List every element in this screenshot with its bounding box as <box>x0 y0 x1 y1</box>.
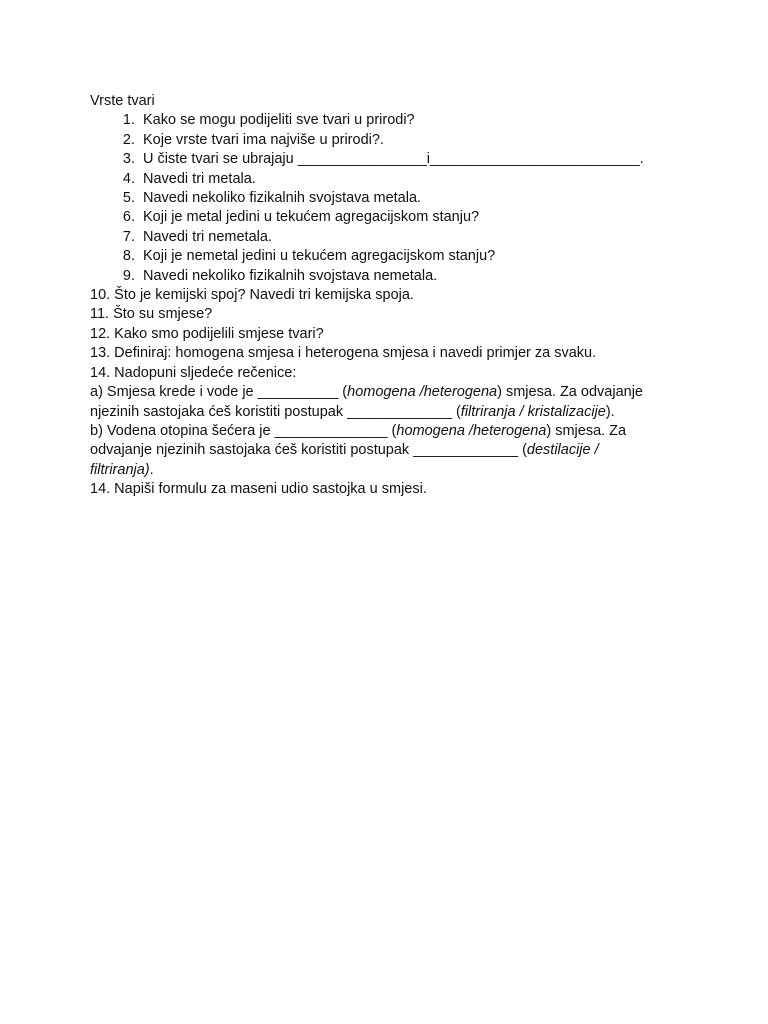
question-number: 10. <box>90 287 111 304</box>
question-number: 3. <box>122 151 135 168</box>
question-text: U čiste tvari se ubrajaju ________________i__________________________. <box>143 151 644 168</box>
question-number: 7. <box>122 228 135 245</box>
question-4 <box>90 170 690 189</box>
sentence-a-middle: ) smjesa. Za odvajanje <box>497 384 643 401</box>
sentence-a-option-1: homogena /heterogena <box>347 384 498 401</box>
sentence-a-line-1 <box>90 383 690 402</box>
question-7 <box>90 228 690 247</box>
sentence-b-option-2-part-1: destilacije / <box>526 442 599 459</box>
question-text: Što je kemijski spoj? Navedi tri kemijska spoja. <box>114 287 414 304</box>
question-number: 1. <box>122 112 135 129</box>
question-text: Navedi tri metala. <box>143 170 256 187</box>
question-12 <box>90 325 690 344</box>
sentence-b-prefix: b) Vodena otopina šećera je ______________ ( <box>90 422 397 439</box>
sentence-a-line-2 <box>90 403 690 422</box>
question-text: Koji je metal jedini u tekućem agregacijskom stanju? <box>143 209 480 226</box>
question-10 <box>90 286 690 305</box>
question-text: Navedi nekoliko fizikalnih svojstava metala. <box>143 190 422 207</box>
sentence-b-line-3 <box>90 461 690 480</box>
question-number: 13. <box>90 345 111 362</box>
question-1 <box>90 111 690 130</box>
sentence-a-line2-prefix: njezinih sastojaka ćeš koristiti postupak _____________ ( <box>90 403 461 420</box>
question-number: 4. <box>122 170 135 187</box>
worksheet-title: Vrste tvari <box>90 93 155 109</box>
question-11 <box>90 305 690 324</box>
question-number: 11. <box>90 306 110 323</box>
question-5 <box>90 189 690 208</box>
question-9 <box>90 267 690 286</box>
question-text: Nadopuni sljedeće rečenice: <box>114 364 297 381</box>
sentence-b-option-1: homogena /heterogena <box>396 422 547 439</box>
question-3 <box>90 150 690 169</box>
sentence-b-line-2 <box>90 441 690 460</box>
worksheet <box>90 92 690 500</box>
question-number: 6. <box>122 209 135 226</box>
sentence-a-prefix: a) Smjesa krede i vode je __________ ( <box>90 384 348 401</box>
question-13 <box>90 344 690 363</box>
question-text: Definiraj: homogena smjesa i heterogena smjesa i navedi primjer za svaku. <box>114 345 597 362</box>
sentence-b-line2-prefix: odvajanje njezinih sastojaka ćeš koristiti postupak _____________ ( <box>90 442 527 459</box>
question-14 <box>90 364 690 383</box>
sentence-a-option-2: filtriranja / kristalizacije <box>460 403 606 420</box>
question-number: 14. <box>90 364 111 381</box>
question-text: Napiši formulu za maseni udio sastojka u smjesi. <box>114 481 427 498</box>
sentence-b-line3-suffix: . <box>149 461 154 478</box>
question-14-formula <box>90 480 690 499</box>
question-text: Kako se mogu podijeliti sve tvari u prirodi? <box>143 112 415 129</box>
question-6 <box>90 208 690 227</box>
question-number: 9. <box>122 267 135 284</box>
question-number: 12. <box>90 325 111 342</box>
question-text: Koje vrste tvari ima najviše u prirodi?. <box>143 131 384 148</box>
question-text: Kako smo podijelili smjese tvari? <box>114 325 324 342</box>
question-text: Navedi tri nemetala. <box>143 228 272 245</box>
question-number: 14. <box>90 481 111 498</box>
sentence-a-line2-suffix: ). <box>605 403 615 420</box>
question-number: 2. <box>122 131 135 148</box>
question-text: Navedi nekoliko fizikalnih svojstava nemetala. <box>143 267 438 284</box>
question-number: 8. <box>122 248 135 265</box>
question-text: Što su smjese? <box>113 306 213 323</box>
question-8 <box>90 247 690 266</box>
sentence-b-middle: ) smjesa. Za <box>546 422 627 439</box>
sentence-b-line-1 <box>90 422 690 441</box>
sentence-b-option-2-part-2: filtriranja) <box>90 461 150 478</box>
question-2 <box>90 131 690 150</box>
question-text: Koji je nemetal jedini u tekućem agregacijskom stanju? <box>143 248 496 265</box>
question-number: 5. <box>122 190 135 207</box>
